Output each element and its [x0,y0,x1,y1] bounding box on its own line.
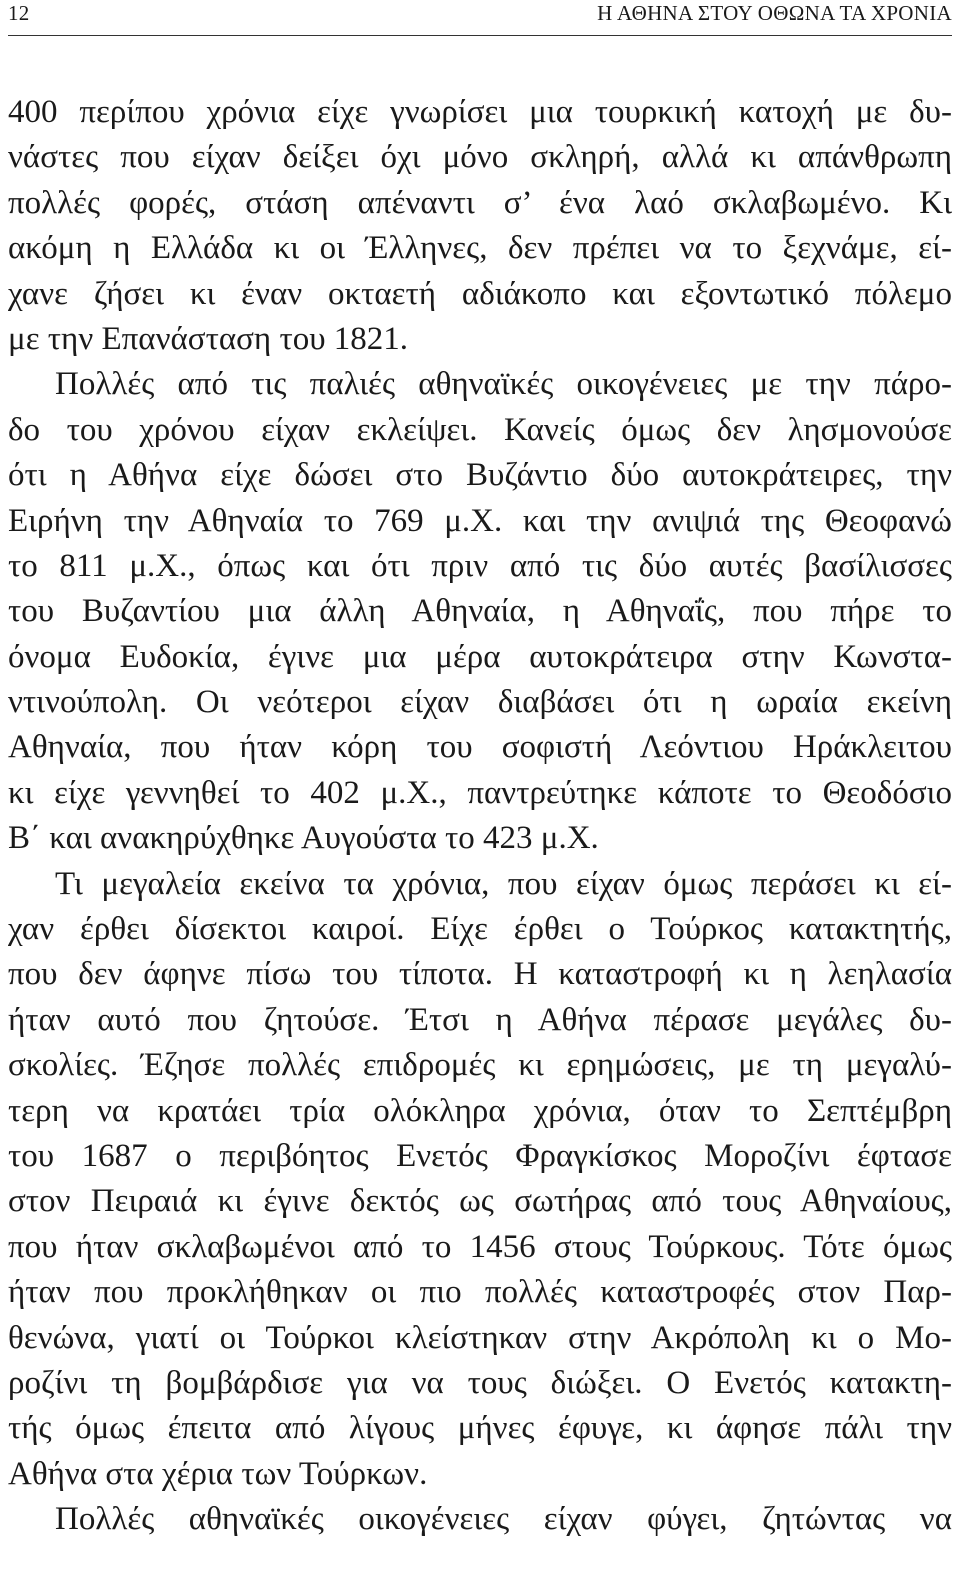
running-header [8,0,952,26]
text-line: ακόμη η Ελλάδα κι οι Έλληνες, δεν πρέπει να το ξεχνάμε, εί- [8,230,952,267]
text-line: τερη να κρατάει τρία ολόκληρα χρόνια, όταν το Σεπτέμβρη [8,1092,952,1129]
text-line: Ειρήνη την Αθηναία το 769 μ.Χ. και την ανιψιά της Θεοφανώ [8,502,952,539]
text-line: Τι μεγαλεία εκείνα τα χρόνια, που είχαν όμως περάσει κι εί- [55,865,952,902]
text-line: που ήταν σκλαβωμένοι από το 1456 στους Τούρκους. Τότε όμως [8,1228,952,1265]
text-line: δο του χρόνου είχαν εκλείψει. Κανείς όμως δεν λησμονούσε [8,411,952,448]
text-line: το 811 μ.Χ., όπως και ότι πριν από τις δύο αυτές βασίλισσες [8,547,952,584]
text-line: ήταν που προκλήθηκαν οι πιο πολλές καταστροφές στον Παρ- [8,1274,952,1311]
text-line: 400 περίπου χρόνια είχε γνωρίσει μια τουρκική κατοχή με δυ- [8,94,952,130]
text-line: ήταν αυτό που ζητούσε. Έτσι η Αθήνα πέρασε μεγάλες δυ- [8,1001,952,1038]
text-line: με την Επανάσταση του 1821. [8,320,409,357]
text-line: ντινούπολη. Οι νεότεροι είχαν διαβάσει ότι η ωραία εκείνη [8,684,952,721]
text-line: του Βυζαντίου μια άλλη Αθηναία, η Αθηναΐς, που πήρε το [8,593,952,630]
text-line: Αθήνα στα χέρια των Τούρκων. [8,1455,428,1492]
text-line: σκολίες. Έζησε πολλές επιδρομές κι ερημώσεις, με τη μεγαλύ- [8,1047,952,1084]
text-line: που δεν άφηνε πίσω του τίποτα. Η καταστροφή κι η λεηλασία [8,956,952,993]
running-title: Η ΑΘΗΝΑ ΣΤΟΥ ΟΘΩΝΑ ΤΑ ΧΡΟΝΙΑ [597,1,952,25]
text-line: ότι η Αθήνα είχε δώσει στο Βυζάντιο δύο αυτοκράτειρες, την [8,457,952,494]
text-line: Αθηναία, που ήταν κόρη του σοφιστή Λεόντιου Ηράκλειτου [8,729,952,766]
header-rule [8,35,952,36]
text-line: χανε ζήσει κι έναν οκταετή αδιάκοπο και εξοντωτικό πόλεμο [8,275,952,312]
text-line: θενώνα, γιατί οι Τούρκοι κλείστηκαν στην Ακρόπολη κι ο Μο- [8,1319,952,1356]
page-number: 12 [8,1,30,25]
text-line: τής όμως έπειτα από λίγους μήνες έφυγε, κι άφησε πάλι την [8,1410,952,1447]
text-line: στον Πειραιά κι έγινε δεκτός ως σωτήρας από τους Αθηναίους, [8,1183,952,1220]
text-line: Πολλές αθηναϊκές οικογένειες είχαν φύγει, ζητώντας να [55,1501,952,1538]
text-line: χαν έρθει δίσεκτοι καιροί. Είχε έρθει ο Τούρκος κατακτητής, [8,911,952,948]
text-line: κι είχε γεννηθεί το 402 μ.Χ., παντρεύτηκε κάποτε το Θεοδόσιο [8,774,952,811]
text-line: νάστες που είχαν δείξει όχι μόνο σκληρή, αλλά κι απάνθρωπη [8,139,952,176]
text-line: πολλές φορές, στάση απέναντι σ’ ένα λαό σκλαβωμένο. Κι [8,184,952,221]
text-line: του 1687 ο περιβόητος Ενετός Φραγκίσκος Μοροζίνι έφτασε [8,1137,952,1174]
text-line: Πολλές από τις παλιές αθηναϊκές οικογένειες με την πάρο- [55,366,952,403]
text-line: όνομα Ευδοκία, έγινε μια μέρα αυτοκράτειρα στην Κωνστα- [8,638,952,675]
body-text [8,90,952,1543]
text-line: Β΄ και ανακηρύχθηκε Αυγούστα το 423 μ.Χ. [8,820,599,857]
text-line: ροζίνι τη βομβάρδισε για να τους διώξει. Ο Ενετός κατακτη- [8,1364,952,1401]
